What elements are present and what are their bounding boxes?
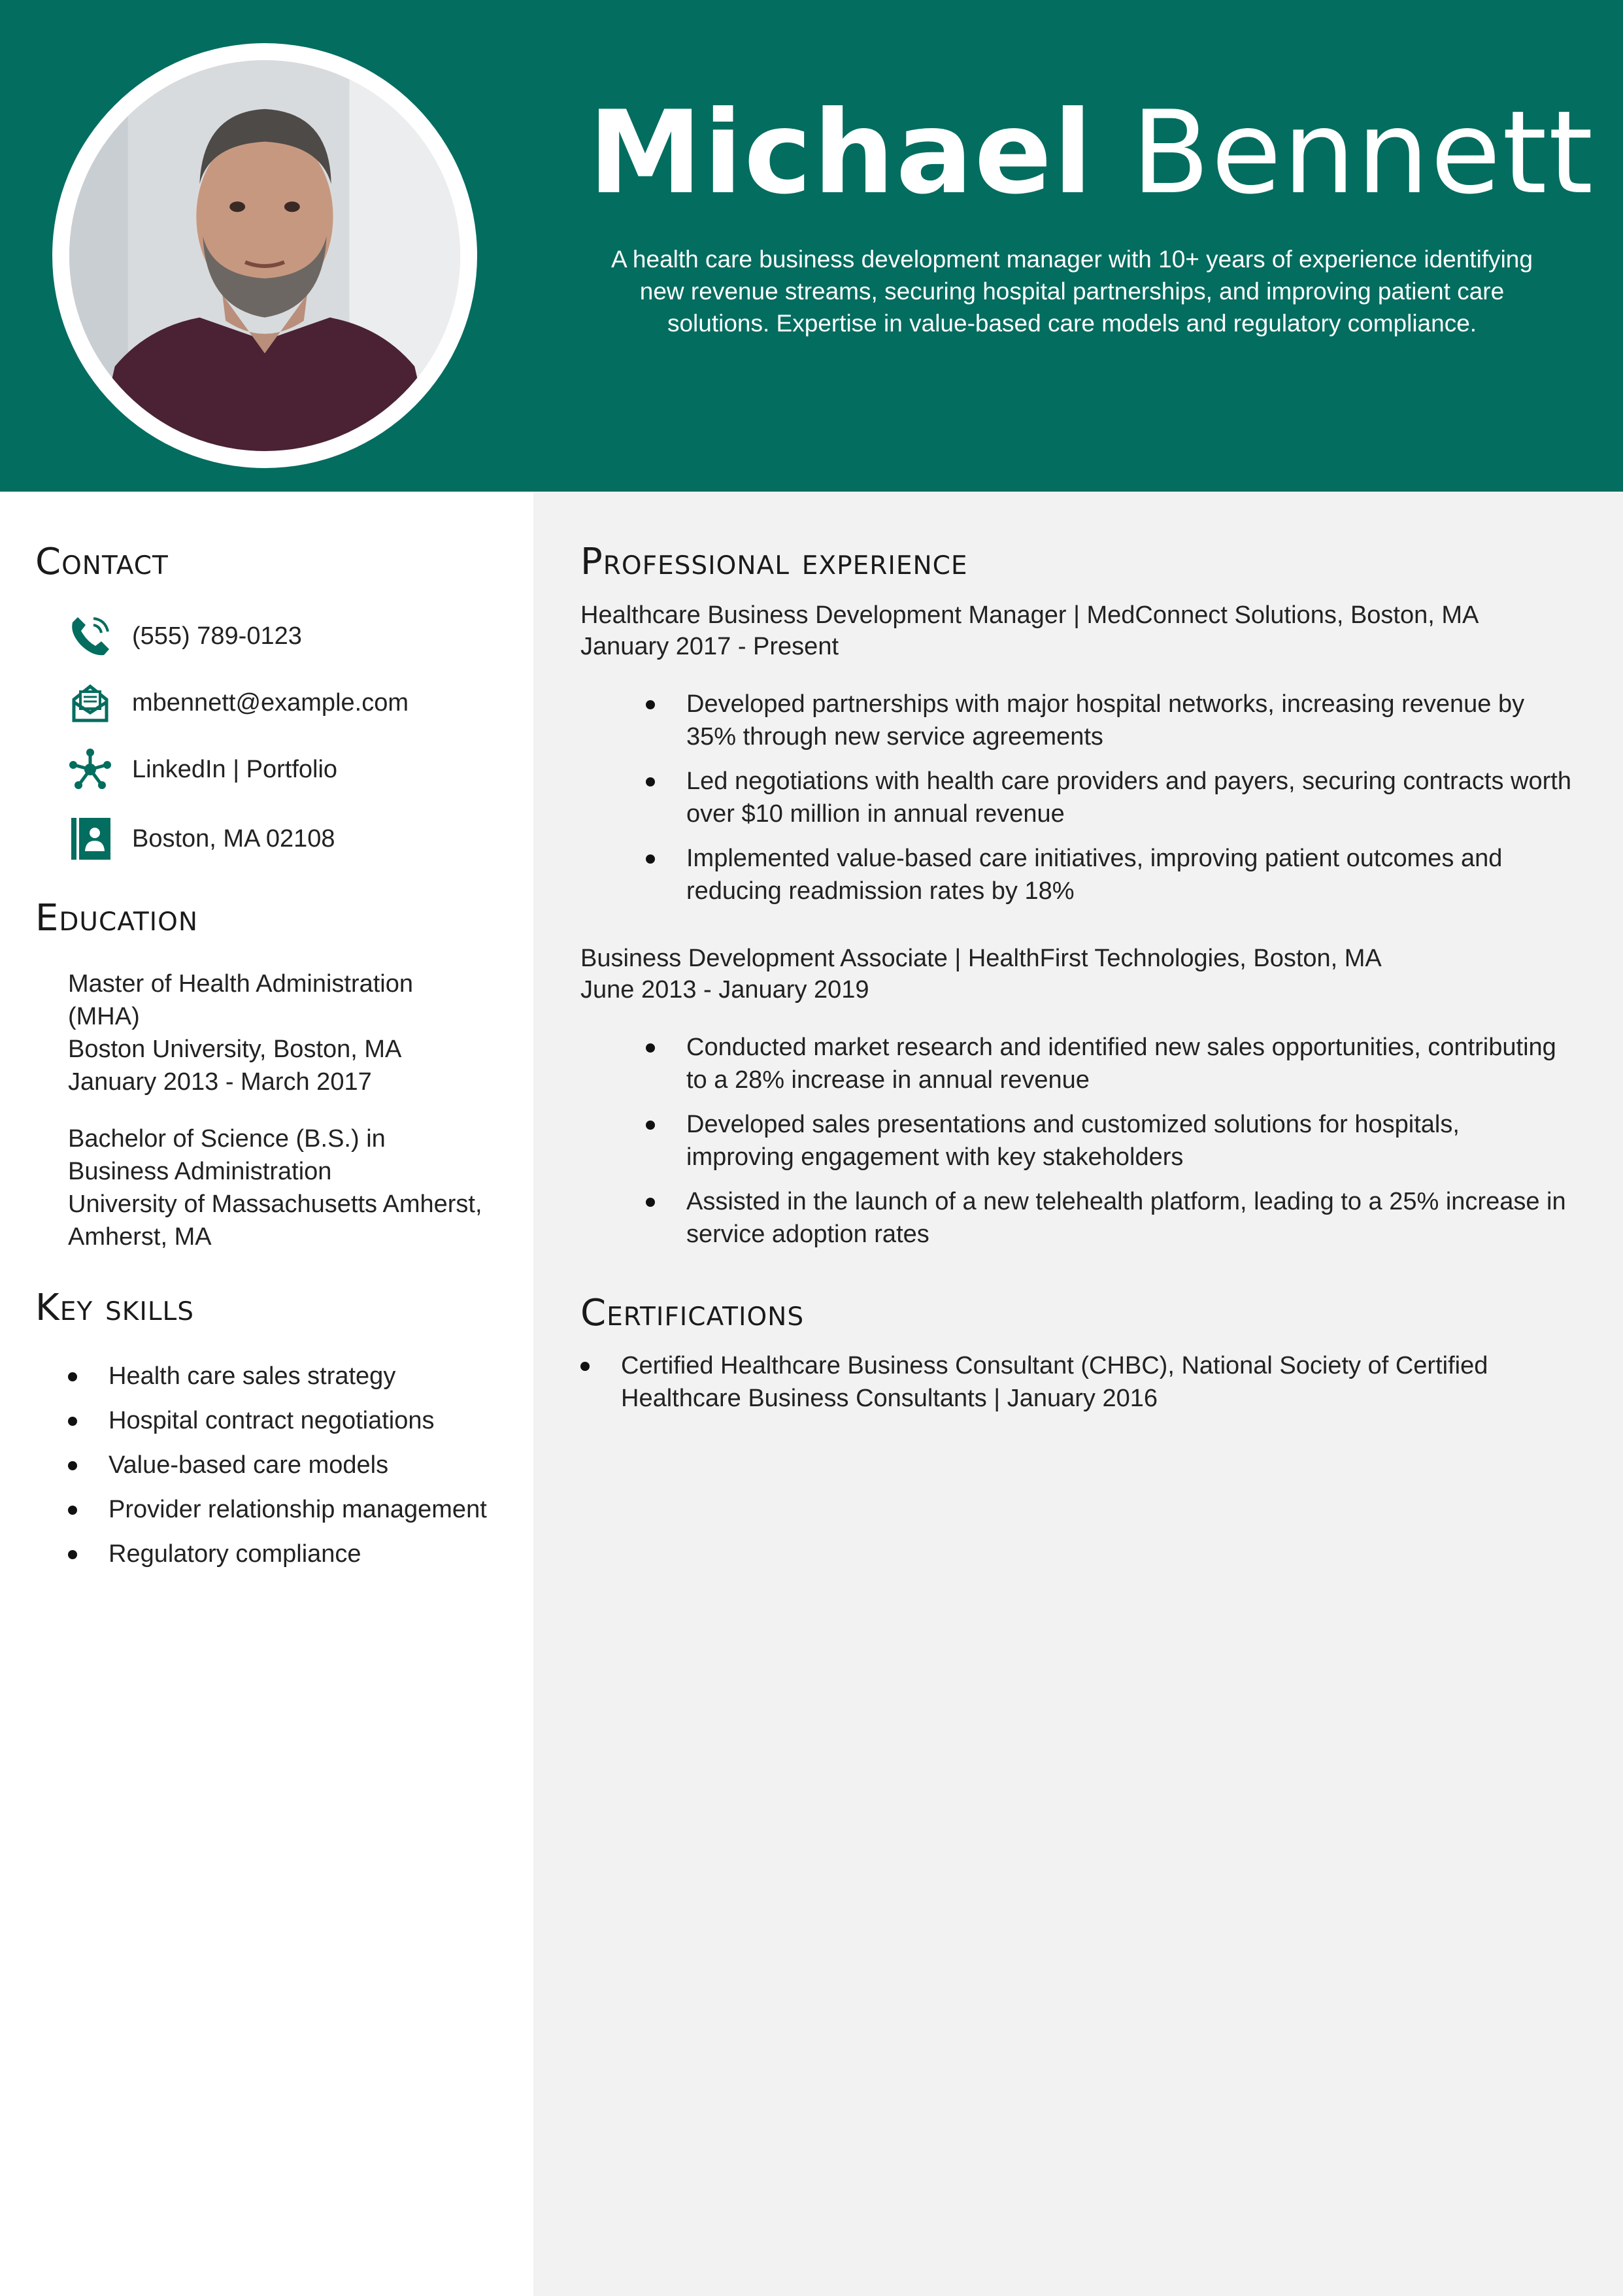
- skill-item: Provider relationship management: [68, 1493, 526, 1538]
- contact-card-icon: [65, 816, 115, 862]
- job-bullets: [646, 1031, 1574, 1262]
- education-entry: [68, 1123, 512, 1253]
- certification-item: Certified Healthcare Business Consultant (CHBC), National Society of Certified Healthcare Business Consultants | January 2016: [580, 1349, 1561, 1415]
- job-bullets: [646, 688, 1574, 919]
- skill-item: Hospital contract negotiations: [68, 1404, 526, 1449]
- job-title-line: Business Development Associate | HealthFirst Technologies, Boston, MA: [580, 945, 1382, 972]
- contact-address: [65, 816, 335, 862]
- job-dates: June 2013 - January 2019: [580, 976, 869, 1004]
- contact-phone: [65, 613, 302, 659]
- contact-links: [65, 747, 337, 792]
- job-bullet: Implemented value-based care initiatives, improving patient outcomes and reducing readmission rates by 18%: [646, 842, 1574, 907]
- school-line: University of Massachusetts Amherst,: [68, 1190, 482, 1218]
- skills-list: [68, 1360, 526, 1582]
- phone-icon: [65, 613, 115, 659]
- job-dates: January 2017 - Present: [580, 633, 839, 660]
- school-line: Boston University, Boston, MA: [68, 1036, 402, 1063]
- profile-photo-frame: [52, 43, 477, 468]
- email-icon: [65, 680, 115, 726]
- dates-line: January 2013 - March 2017: [68, 1068, 372, 1096]
- job-bullet: Conducted market research and identified new sales opportunities, contributing to a 28% increase in annual revenue: [646, 1031, 1574, 1096]
- job-title-line: Healthcare Business Development Manager | MedConnect Solutions, Boston, MA: [580, 601, 1479, 629]
- profile-photo: [69, 60, 460, 451]
- job-header: [580, 943, 1594, 1005]
- address-text: Boston, MA 02108: [132, 824, 335, 853]
- school-line: Amherst, MA: [68, 1223, 212, 1251]
- candidate-name: [588, 87, 1595, 220]
- profile-summary: A health care business development manager with 10+ years of experience identifying new revenue streams, securing hospital partnerships, and improving patient care solutions. Expertise in value-based care models and regulatory compliance.: [611, 246, 1533, 337]
- phone-text[interactable]: (555) 789-0123: [132, 622, 302, 650]
- network-icon: [65, 747, 115, 792]
- job-bullet: Developed partnerships with major hospital networks, increasing revenue by 35% through new service agreements: [646, 688, 1574, 753]
- degree-line: (MHA): [68, 1003, 140, 1030]
- degree-line: Business Administration: [68, 1158, 332, 1185]
- contact-email: [65, 680, 409, 726]
- job-bullet: Assisted in the launch of a new telehealth platform, leading to a 25% increase in service adoption rates: [646, 1185, 1574, 1251]
- degree-line: Bachelor of Science (B.S.) in: [68, 1125, 386, 1153]
- education-heading: Education: [35, 897, 199, 939]
- first-name: Michael: [588, 87, 1094, 220]
- header-banner: [0, 0, 1623, 492]
- job-bullet: Developed sales presentations and customized solutions for hospitals, improving engagement with key stakeholders: [646, 1108, 1574, 1173]
- skill-item: Regulatory compliance: [68, 1538, 526, 1582]
- certifications-list: [580, 1349, 1561, 1415]
- skills-heading: Key skills: [35, 1287, 195, 1329]
- links-text[interactable]: LinkedIn | Portfolio: [132, 755, 338, 783]
- certifications-heading: Certifications: [580, 1292, 805, 1334]
- job-bullet: Led negotiations with health care providers and payers, securing contracts worth over $10 million in annual revenue: [646, 765, 1574, 830]
- degree-line: Master of Health Administration: [68, 970, 414, 998]
- email-text[interactable]: mbennett@example.com: [132, 688, 409, 717]
- skill-item: Health care sales strategy: [68, 1360, 526, 1404]
- education-entry: [68, 968, 512, 1098]
- job-header: [580, 599, 1594, 662]
- skill-item: Value-based care models: [68, 1449, 526, 1493]
- experience-heading: Professional experience: [580, 541, 968, 583]
- last-name: Bennett: [1131, 87, 1595, 220]
- contact-heading: Contact: [35, 541, 169, 583]
